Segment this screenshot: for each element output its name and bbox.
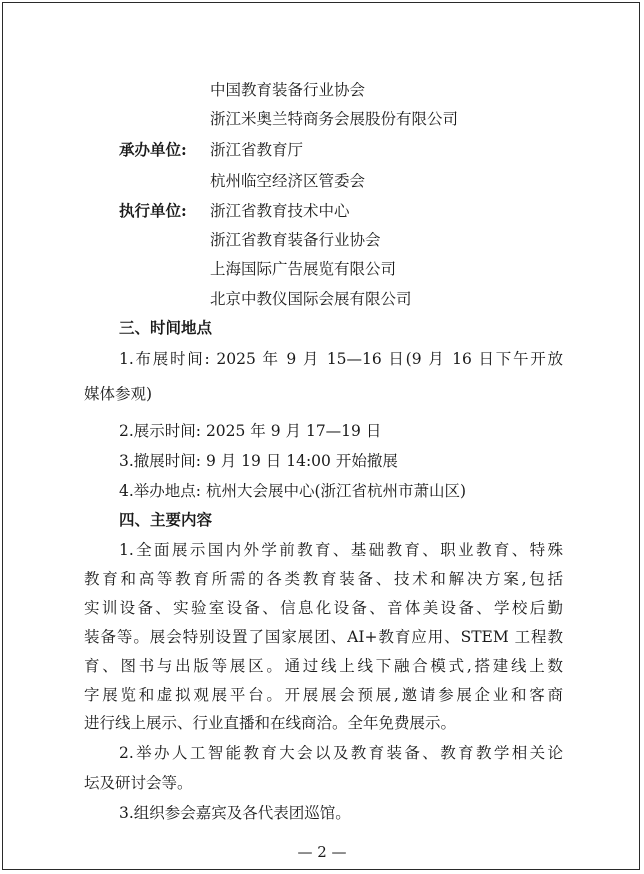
section4-heading: 四、主要内容 bbox=[119, 510, 213, 529]
organizer-line-2: 浙江米奥兰特商务会展股份有限公司 bbox=[210, 110, 459, 128]
section4-p1-line-6: 字展览和虚拟观展平台。开展展会预展,邀请参展企业和客商 bbox=[84, 686, 563, 704]
co-organizer-org-1: 浙江省教育厅 bbox=[210, 141, 304, 159]
section4-p1-line-1: 1.全面展示国内外学前教育、基础教育、职业教育、特殊 bbox=[119, 541, 563, 559]
section3-item2: 2.展示时间: 2025 年 9 月 17—19 日 bbox=[119, 422, 382, 440]
section3-item4: 4.举办地点: 杭州大会展中心(浙江省杭州市萧山区) bbox=[119, 482, 467, 500]
section4-p2-line-1: 2.举办人工智能教育大会以及教育装备、教育教学相关论 bbox=[119, 744, 563, 762]
executor-org-1: 浙江省教育技术中心 bbox=[210, 202, 350, 220]
section3-item1-line2: 媒体参观) bbox=[84, 385, 153, 403]
executor-label: 执行单位: bbox=[119, 201, 187, 220]
co-organizer-label: 承办单位: bbox=[119, 140, 187, 159]
section4-p1-line-5: 育、图书与出版等展区。通过线上线下融合模式,搭建线上数 bbox=[84, 657, 563, 675]
section4-p1-line-3: 实训设备、实验室设备、信息化设备、音体美设备、学校后勤 bbox=[84, 599, 563, 617]
section3-heading: 三、时间地点 bbox=[119, 318, 213, 337]
executor-org-4: 北京中教仪国际会展有限公司 bbox=[210, 290, 412, 308]
section4-p2-line-2: 坛及研讨会等。 bbox=[84, 774, 193, 792]
section4-p3: 3.组织参会嘉宾及各代表团巡馆。 bbox=[119, 804, 351, 822]
section3-item3: 3.撤展时间: 9 月 19 日 14:00 开始撤展 bbox=[119, 452, 398, 470]
executor-org-3: 上海国际广告展览有限公司 bbox=[210, 260, 397, 278]
section4-p1-line-2: 教育和高等教育所需的各类教育装备、技术和解决方案,包括 bbox=[84, 570, 563, 588]
section4-p1-line-7: 进行线上展示、行业直播和在线商洽。全年免费展示。 bbox=[84, 714, 457, 732]
executor-org-2: 浙江省教育装备行业协会 bbox=[210, 231, 381, 249]
page-number: — 2 — bbox=[297, 843, 347, 861]
organizer-line-1: 中国教育装备行业协会 bbox=[210, 81, 366, 99]
section3-item1-line1: 1.布展时间: 2025 年 9 月 15—16 日(9 月 16 日下午开放 bbox=[119, 350, 563, 368]
section4-p1-line-4: 装备等。展会特别设置了国家展团、AI+教育应用、STEM 工程教 bbox=[84, 628, 563, 646]
co-organizer-org-2: 杭州临空经济区管委会 bbox=[210, 172, 366, 190]
